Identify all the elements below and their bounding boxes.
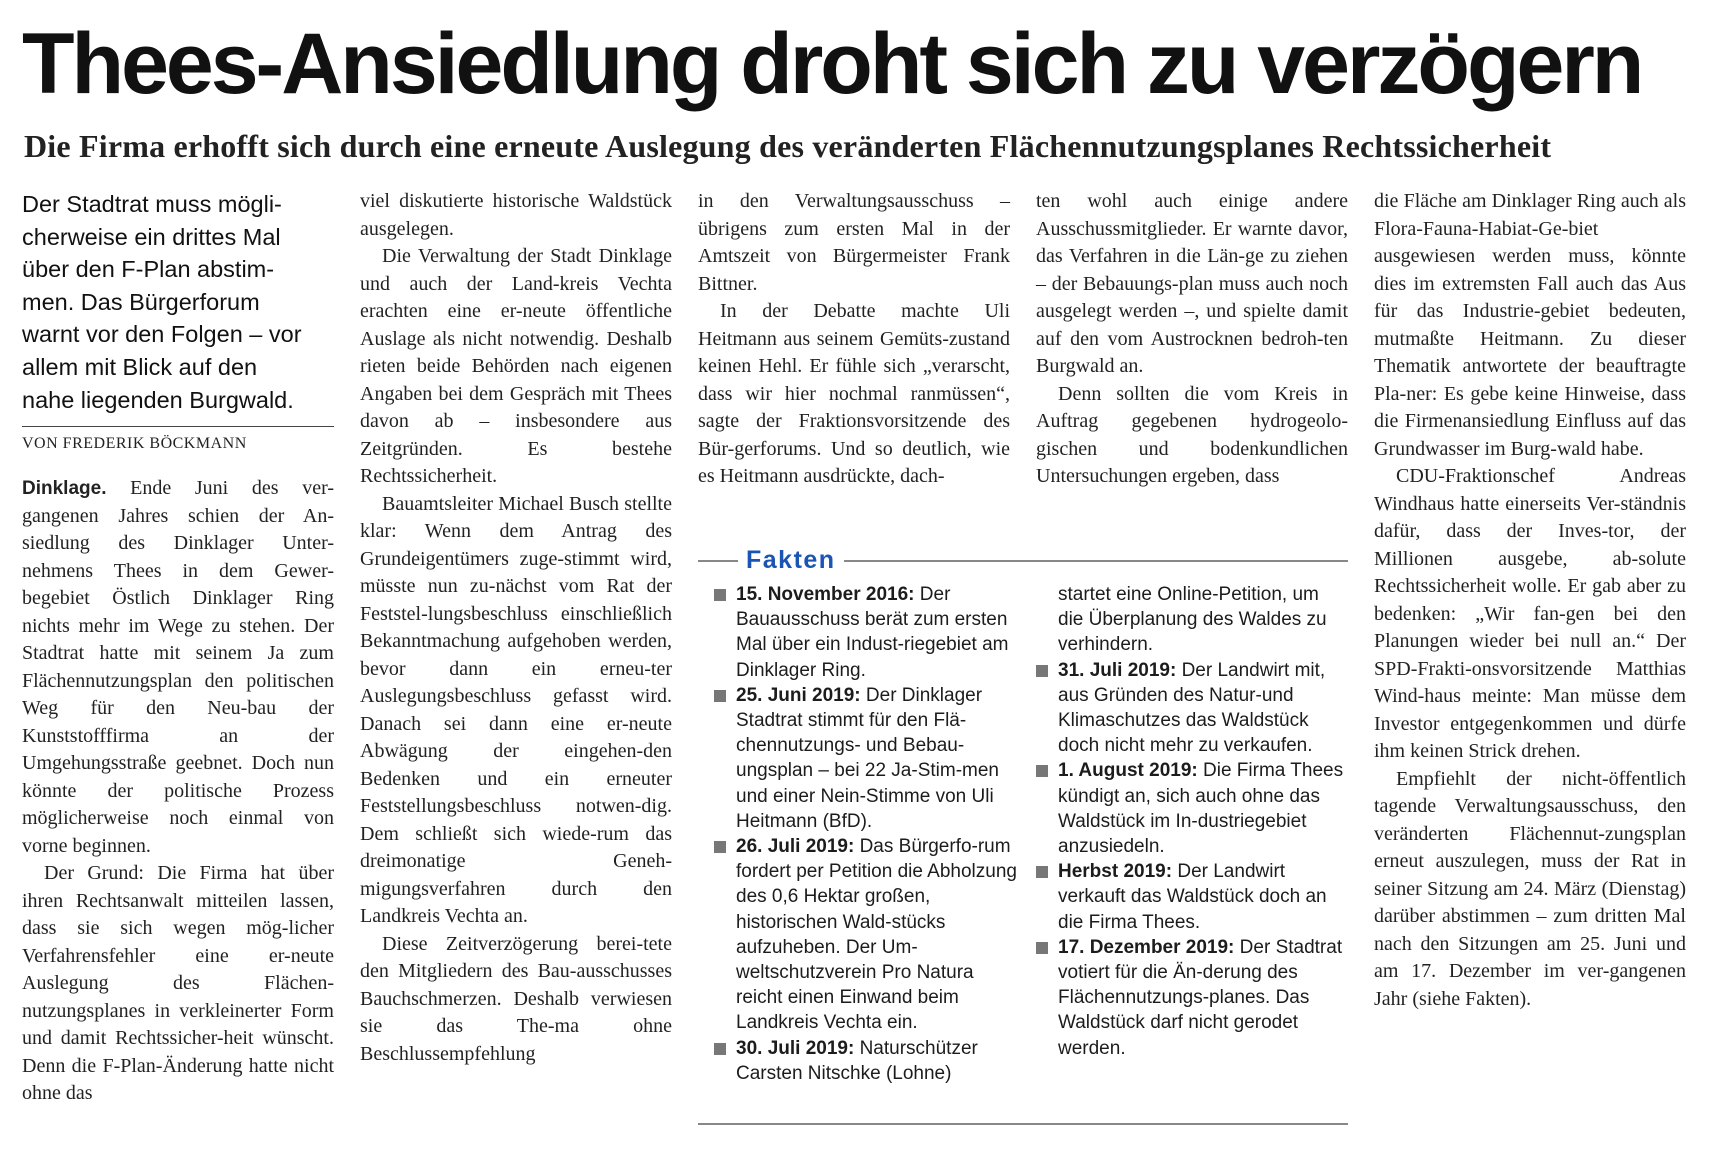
fact-continuation: [1034, 582, 1344, 658]
facts-bottom-rule: [698, 1123, 1348, 1125]
fact-text: Der Dinklager Stadtrat stimmt für den Flä-chennutzungs- und Bebau-ungsplan – bei 22 Ja-Stim-men und einer Nein-Stimme von Uli Heitmann (BfD).: [736, 684, 999, 832]
facts-column-left: [712, 582, 1022, 1086]
fact-item: [712, 1036, 1022, 1086]
fact-date: 26. Juli 2019:: [736, 836, 855, 858]
fact-item: [712, 683, 1022, 834]
square-bullet-icon: [1036, 866, 1048, 878]
paragraph: in den Verwaltungsausschuss – übrigens zum ersten Mal in der Amtszeit von Bürgermeister Frank Bittner.: [698, 190, 1010, 295]
fact-text: Das Bürgerfo-rum fordert per Petition die Abholzung des 0,6 Hektar großen, historischen Wald-stücks aufzuheben. Der Um-weltschutzverein Pro Natura reicht einen Einwand beim Landkreis Vechta ein.: [736, 836, 1017, 1034]
fact-date: Herbst 2019:: [1058, 861, 1173, 883]
fact-text: Die Firma Thees kündigt an, sich auch ohne das Waldstück im In-dustriegebiet anzusiedeln.: [1058, 760, 1344, 858]
fact-date: 17. Dezember 2019:: [1058, 936, 1235, 958]
fact-text: Der Landwirt verkauft das Waldstück doch an die Firma Thees.: [1058, 861, 1327, 933]
teaser-line: cherweise ein drittes Mal: [22, 223, 281, 250]
paragraph-text: Ende Juni des ver-gangenen Jahres schien der An-siedlung des Dinklager Unter-nehmens Thees in dem Gewer-begebiet Östlich Dinklager Ring nichts mehr im Wege zu stehen. Der Stadtrat hatte mit seinem Ja zum Flächennutzungsplan den politischen Weg für den Neu-bau der Kunststofffirma an der Umgehungsstraße geebnet. Doch nun könnte der politische Prozess möglicherweise noch einmal von vorne beginnen.: [22, 477, 334, 857]
teaser-line: über den F-Plan abstim-: [22, 256, 275, 283]
byline-rule: [22, 426, 334, 427]
byline: [22, 433, 334, 455]
article-column-5: [1374, 188, 1686, 1013]
fact-item: [712, 582, 1022, 683]
teaser: [22, 188, 334, 416]
square-bullet-icon: [714, 1043, 726, 1055]
facts-column-right: [1034, 582, 1344, 1061]
fact-date: 15. November 2016:: [736, 584, 915, 605]
fact-item: [1034, 658, 1344, 759]
byline-prefix: VON: [22, 435, 59, 453]
paragraph: Denn sollten die vom Kreis in Auftrag gegebenen hydrogeolo-gischen und bodenkundlichen Untersuchungen ergeben, dass: [1036, 382, 1348, 487]
fact-item: [1034, 935, 1344, 1061]
paragraph: ten wohl auch einige andere Ausschussmitglieder. Er warnte davor, das Verfahren in die Län-ge zu ziehen – der Bebauungs-plan muss auch noch ausgelegt werden –, und spielte damit auf den vom Austrocknen bedroh-ten Burgwald an.: [1036, 190, 1348, 377]
square-bullet-icon: [714, 589, 726, 601]
subheadline: Die Firma erhofft sich durch eine erneute Auslegung des veränderten Flächennutzungsplanes Rechtssicherheit: [24, 128, 1552, 164]
fact-date: 25. Juni 2019:: [736, 684, 861, 706]
paragraph: Empfiehlt der nicht-öffentlich tagende Verwaltungsausschuss, den veränderten Flächennut-zungsplan erneut auszulegen, muss der Rat in seiner Sitzung am 24. März (Dienstag) darüber abstimmen – zum dritten Mal nach den Sitzungen am 25. Juni und am 17. Dezember im ver-gangenen Jahr (siehe Fakten).: [1374, 767, 1686, 1010]
fact-date: 1. August 2019:: [1058, 760, 1198, 782]
teaser-line: nahe liegenden Burgwald.: [22, 386, 294, 413]
article-column-3: [698, 188, 1010, 491]
teaser-line: Der Stadtrat muss mögli-: [22, 191, 282, 217]
article-column-4: [1036, 188, 1348, 491]
paragraph: CDU-Fraktionschef Andreas Windhaus hatte einerseits Ver-ständnis dafür, dass der Inves-tor, der Millionen ausgebe, ab-solute Rechtssicherheit wolle. Er gab aber zu bedenken: „Wir fan-gen bei den Planungen wieder bei null an.“ Der SPD-Frakti-onsvorsitzende Matthias Wind-haus meinte: Man müsse dem Investor entgegenkommen und dürfe ihm keinen Strick drehen.: [1374, 465, 1686, 762]
paragraph: die Fläche am Dinklager Ring auch als Flora-Fauna-Habiat-Ge-biet ausgewiesen werden muss, könnte dies im extremsten Fall auch das Aus für das Industrie-gebiet bedeuten, mutmaßte Heitmann. Zu dieser Thematik antwortete der beauftragte Pla-ner: Es gebe keine Hinweise, dass die Firmenansiedlung Einfluss auf das Grundwasser im Burg-wald habe.: [1374, 190, 1686, 460]
fact-item: [1034, 758, 1344, 859]
fact-text: Der Landwirt mit, aus Gründen des Natur-und Klimaschutzes das Waldstück doch nicht mehr zu verkaufen.: [1058, 659, 1326, 757]
paragraph: Diese Zeitverzögerung berei-tete den Mitgliedern des Bau-ausschusses Bauchschmerzen. Deshalb verwiesen sie das The-ma ohne Beschlussempfehlung: [360, 932, 672, 1065]
square-bullet-icon: [714, 841, 726, 853]
paragraph: Der Grund: Die Firma hat über ihren Rechtsanwalt mitteilen lassen, dass sie sich wegen mög-licher Verfahrensfehler eine er-neute Auslegung des Flächen-nutzungsplanes in verkleinerter Form und damit Rechtssicher-heit wünscht. Denn die F-Plan-Änderung hatte nicht ohne das: [22, 862, 334, 1105]
square-bullet-icon: [1036, 665, 1048, 677]
fact-item: [712, 834, 1022, 1036]
byline-name: FREDERIK BÖCKMANN: [62, 435, 247, 453]
teaser-line: men. Das Bürgerforum: [22, 288, 260, 315]
fact-text: startet eine Online-Petition, um die Überplanung des Waldes zu verhindern.: [1058, 584, 1327, 656]
dateline: Dinklage.: [22, 478, 107, 500]
headline: Thees-Ansiedlung droht sich zu verzögern: [22, 16, 1642, 112]
teaser-line: allem mit Blick auf den: [22, 353, 258, 380]
facts-title: Fakten: [738, 540, 844, 580]
square-bullet-icon: [1036, 942, 1048, 954]
fact-text: Der Bauausschuss berät zum ersten Mal über ein Indust-riegebiet am Dinklager Ring.: [736, 584, 1009, 681]
paragraph: Die Verwaltung der Stadt Dinklage und auch der Land-kreis Vechta erachten eine er-neute öffentliche Auslage als nicht notwendig. Deshalb rieten beide Behörden nach eigenen Angaben bei dem Gespräch mit Thees davon ab – insbesondere aus Zeitgründen. Es bestehe Rechtssicherheit.: [360, 245, 672, 487]
facts-box: [698, 546, 1348, 1125]
square-bullet-icon: [1036, 765, 1048, 777]
teaser-line: warnt vor den Folgen – vor: [22, 321, 302, 348]
paragraph: [22, 475, 334, 860]
paragraph: In der Debatte machte Uli Heitmann aus seinem Gemüts-zustand keinen Hehl. Er fühle sich „verarscht, dass wir hier nochmal ranmüssen“, sagte der Fraktionsvorsitzende des Bür-gerforums. Und so deutlich, wie es Heitmann ausdrückte, dach-: [698, 300, 1010, 487]
fact-text: Der Stadtrat votiert für die Än-derung des Flächennutzungs-planes. Das Waldstück darf nicht gerodet werden.: [1058, 936, 1343, 1059]
paragraph: viel diskutierte historische Waldstück ausgelegen.: [360, 190, 672, 240]
square-bullet-icon: [714, 690, 726, 702]
paragraph: Bauamtsleiter Michael Busch stellte klar: Wenn dem Antrag des Grundeigentümers zuge-stimmt wird, müsste nun zu-nächst vom Rat der Feststel-lungsbeschluss einschließlich Bekanntmachung aufgehoben werden, bevor dann ein erneu-ter Auslegungsbeschluss gefasst wird. Danach sei dann eine er-neute Abwägung der eingehen-den Bedenken und ein erneuter Feststellungsbeschluss notwen-dig. Dem schließt sich wiede-rum das dreimonatige Geneh-migungsverfahren durch den Landkreis Vechta an.: [360, 492, 672, 927]
article-column-2: [360, 188, 672, 1068]
fact-text: Naturschützer Carsten Nitschke (Lohne): [736, 1037, 978, 1084]
fact-date: 30. Juli 2019:: [736, 1037, 855, 1059]
article-column-1: [22, 188, 334, 1108]
fact-date: 31. Juli 2019:: [1058, 659, 1177, 681]
fact-item: [1034, 859, 1344, 935]
